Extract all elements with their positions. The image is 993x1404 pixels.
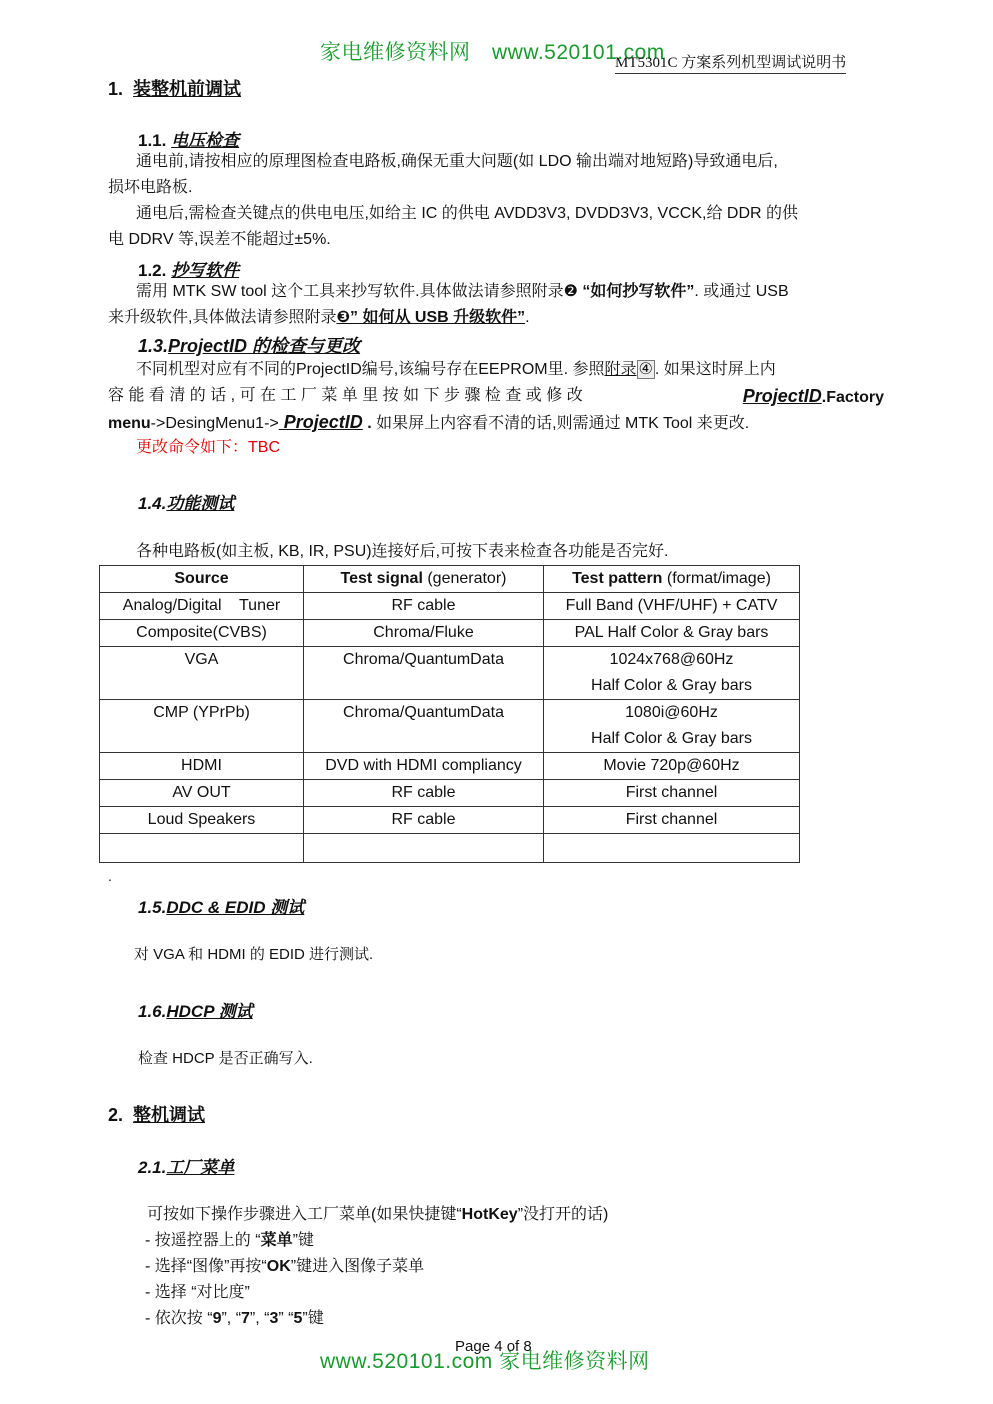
cell-line: Half Color & Gray bars [591, 730, 752, 747]
paragraph-line [136, 279, 789, 305]
table-row-empty [100, 834, 800, 863]
table-cell: Chroma/Fluke [304, 620, 544, 647]
list-item [145, 1254, 424, 1280]
appendix-3-link[interactable]: ❸” 如何从 USB 升级软件” [336, 309, 526, 326]
subsection-number: 1.6. [138, 1002, 167, 1021]
key-name: 3 [269, 1310, 279, 1327]
subsection-number: 1.2. [138, 261, 167, 280]
subsection-2-1-heading [138, 1153, 234, 1178]
appendix-4-link[interactable]: 附录 [604, 361, 637, 378]
table-cell: Chroma/QuantumData [304, 700, 544, 753]
subsection-title: DDC & EDID 测试 [166, 898, 305, 917]
table-cell: RF cable [304, 807, 544, 834]
menu-path: ->DesingMenu1-> [150, 415, 279, 432]
paragraph-line [136, 357, 776, 383]
table-row [100, 807, 800, 834]
table-cell: VGA [100, 647, 304, 700]
table-cell: HDMI [100, 753, 304, 780]
table-cell: Movie 720p@60Hz [544, 753, 800, 780]
key-name: 9 [212, 1310, 222, 1327]
paragraph-line: 通电前,请按相应的原理图检查电路板,确保无重大问题(如 LDO 输出端对地短路)导致通电后, [136, 153, 778, 170]
page-number: Page 4 of 8 [455, 1338, 532, 1355]
key-name: 7 [241, 1310, 250, 1327]
paragraph-line [108, 305, 530, 331]
table-cell: AV OUT [100, 780, 304, 807]
subsection-1-2-heading [138, 256, 239, 281]
document-header-title: MT5301C 方案系列机型调试说明书 [615, 51, 846, 74]
table-cell: Full Band (VHF/UHF) + CATV [544, 593, 800, 620]
text: . 或通过 USB [694, 283, 789, 300]
subsection-title: 功能测试 [166, 494, 235, 513]
paragraph-line: 对 VGA 和 HDMI 的 EDID 进行测试. [134, 946, 374, 963]
subsection-1-1-heading [138, 126, 239, 151]
table-row [100, 700, 800, 753]
factory-text: .Factory [821, 389, 884, 406]
menu-text: menu [108, 415, 151, 432]
subsection-number: 1.4. [138, 494, 167, 513]
table-cell [304, 834, 544, 863]
table-row [100, 780, 800, 807]
text: ” “ [278, 1310, 294, 1327]
stray-dot: . [108, 868, 112, 884]
list-item [145, 1228, 314, 1254]
subsection-title: HDCP 测试 [166, 1002, 253, 1021]
hotkey-text: HotKey [461, 1206, 518, 1223]
text: - 按遥控器上的 “ [145, 1232, 261, 1249]
section-2-heading [108, 1101, 205, 1127]
table-header-cell [544, 566, 800, 593]
cell-line: 1024x768@60Hz [609, 651, 734, 668]
header-normal: (generator) [422, 570, 507, 587]
table-cell: RF cable [304, 593, 544, 620]
table-cell: Loud Speakers [100, 807, 304, 834]
table-header-cell: Source [100, 566, 304, 593]
function-test-table [99, 565, 800, 863]
section-number: 1. [108, 79, 124, 99]
table-cell: Composite(CVBS) [100, 620, 304, 647]
appendix-2-link[interactable]: “如何抄写软件” [577, 283, 695, 300]
text: 来升级软件,具体做法请参照附录 [108, 309, 337, 326]
table-row [100, 753, 800, 780]
paragraph-line: 检查 HDCP 是否正确写入. [138, 1050, 313, 1067]
project-id-emphasis: ProjectID [742, 386, 822, 406]
subsection-1-5-heading [138, 893, 304, 918]
list-item: - 选择 “对比度” [145, 1284, 250, 1301]
paragraph-line [147, 1202, 608, 1228]
text: 如果屏上内容看不清的话,则需通过 MTK Tool 来更改. [371, 415, 750, 432]
key-name: 5 [293, 1310, 303, 1327]
header-normal: (format/image) [662, 570, 771, 587]
text: 容 能 看 清 的 话 , 可 在 工 厂 菜 单 里 按 如 下 步 骤 检 查 或 修 改 [108, 387, 583, 404]
text: 需用 MTK SW tool 这个工具来抄写软件.具体做法请参照附录 [136, 283, 564, 300]
text: - 依次按 “ [145, 1310, 213, 1327]
text: 不同机型对应有不同的ProjectID编号,该编号存在EEPROM里. 参照 [136, 361, 605, 378]
header-bold: Test signal [340, 570, 423, 587]
text: . [525, 309, 530, 326]
table-cell [100, 834, 304, 863]
subsection-number: 1.1. [138, 131, 167, 150]
paragraph-line: 各种电路板(如主板, KB, IR, PSU)连接好后,可按下表来检查各功能是否完好. [136, 543, 669, 560]
subsection-title: 电压检查 [171, 131, 240, 150]
subsection-number: 1.5. [138, 898, 167, 917]
subsection-1-6-heading [138, 997, 253, 1022]
section-title: 整机调试 [133, 1105, 206, 1125]
paragraph-line [108, 383, 884, 409]
subsection-title: ProjectID 的检查与更改 [168, 336, 361, 356]
table-header-cell [304, 566, 544, 593]
list-item [145, 1306, 324, 1332]
change-command-note: 更改命令如下：TBC [136, 439, 281, 456]
text: ”键进入图像子菜单 [290, 1258, 425, 1275]
paragraph-line: 损坏电路板. [108, 179, 193, 196]
subsection-number: 2.1. [138, 1158, 167, 1177]
project-id-emphasis: ProjectID [278, 412, 363, 432]
table-row [100, 620, 800, 647]
table-cell: First channel [544, 780, 800, 807]
text: ”没打开的话) [517, 1206, 609, 1223]
paragraph-line [108, 409, 749, 437]
table-header-row [100, 566, 800, 593]
text: . 如果这时屏上内 [654, 361, 776, 378]
subsection-title: 抄写软件 [171, 261, 240, 280]
cell-line: 1080i@60Hz [625, 704, 718, 721]
subsection-title: 工厂菜单 [166, 1158, 235, 1177]
text: ”, “ [249, 1310, 270, 1327]
key-name: 菜单 [260, 1232, 293, 1249]
text: ”键 [292, 1232, 314, 1249]
key-name: OK [266, 1258, 291, 1275]
subsection-number: 1.3. [138, 336, 169, 356]
table-cell: DVD with HDMI compliancy [304, 753, 544, 780]
appendix-2-marker: ❷ [563, 283, 578, 300]
table-cell: RF cable [304, 780, 544, 807]
table-cell [544, 834, 800, 863]
table-cell [544, 647, 800, 700]
table-cell: CMP (YPrPb) [100, 700, 304, 753]
header-bold: Test pattern [572, 570, 663, 587]
subsection-1-3-heading [138, 332, 360, 358]
table-cell: Chroma/QuantumData [304, 647, 544, 700]
table-cell: First channel [544, 807, 800, 834]
table-cell: PAL Half Color & Gray bars [544, 620, 800, 647]
text: 可按如下操作步骤进入工厂菜单(如果快捷键“ [147, 1206, 462, 1223]
table-cell [544, 700, 800, 753]
paragraph-line: 通电后,需检查关键点的供电电压,如给主 IC 的供电 AVDD3V3, DVDD3V3, VCCK,给 DDR 的供 [136, 205, 799, 222]
watermark-bottom: www.520101.com 家电维修资料网 [320, 1350, 650, 1373]
text: ”键 [302, 1310, 324, 1327]
text: . [362, 415, 372, 432]
table-row [100, 593, 800, 620]
section-number: 2. [108, 1105, 124, 1125]
cell-line: Half Color & Gray bars [591, 677, 752, 694]
table-cell: Analog/Digital Tuner [100, 593, 304, 620]
watermark-top: 家电维修资料网 www.520101.com [320, 41, 665, 64]
text: ”, “ [221, 1310, 242, 1327]
text: - 选择“图像”再按“ [145, 1258, 267, 1275]
section-1-heading [108, 75, 241, 101]
subsection-1-4-heading [138, 489, 234, 514]
section-title: 装整机前调试 [133, 79, 242, 99]
paragraph-line: 电 DDRV 等,误差不能超过±5%. [108, 231, 331, 248]
table-row [100, 647, 800, 700]
appendix-4-marker: ④ [638, 361, 653, 378]
